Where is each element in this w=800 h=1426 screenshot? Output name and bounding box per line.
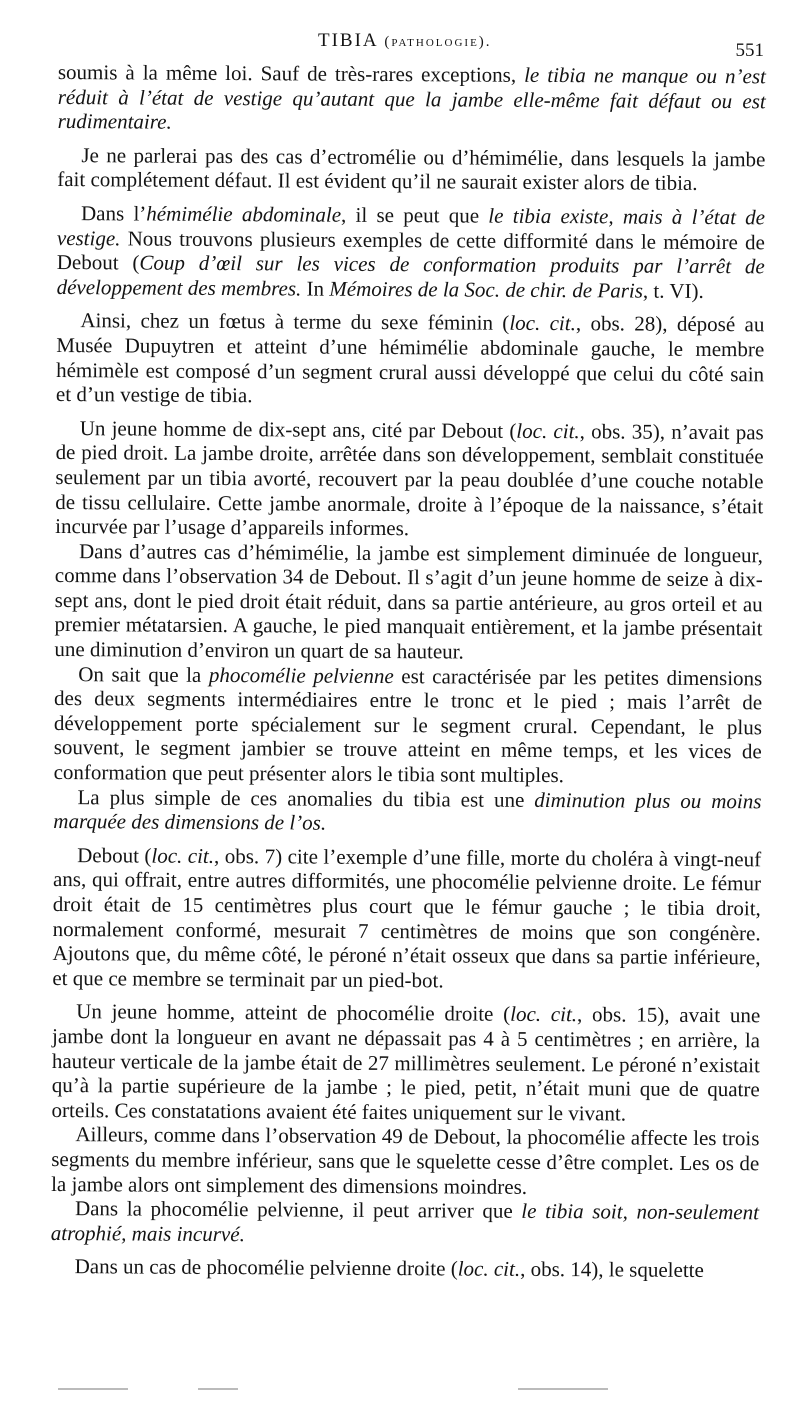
paragraph [53, 785, 761, 839]
text-run: , obs. 28), déposé au Musée Dupuytren et atteint d’une hémimélie abdominale gauche, le membre hémimèle est composé d’un segment crural aussi développé que celui du côté sain et d’un vestige de tibia. [55, 311, 765, 408]
text-run: Ailleurs, comme dans l’observation 49 de Debout, la phocomélie affecte les trois segments du membre inférieur, sans que le squelette cesse d’être complet. Les os de la jambe alors ont simplement des dimensions moindres. [51, 1122, 760, 1199]
paragraph [58, 60, 766, 138]
text-column [51, 60, 766, 1283]
italic-text: le tibia existe, mais à l’état de vestige. [56, 203, 766, 250]
running-head [0, 26, 800, 61]
paragraph [54, 539, 763, 666]
text-run: , t. VI). [642, 278, 704, 303]
italic-text: phocomélie pelvienne [208, 662, 394, 688]
text-run: est caractérisée par les petites dimensions des deux segments intermédiaires entre le tronc et le pied ; mais l’arrêt de développement porte spécialement sur le segment crural. Cependant, le plus souvent, le segment jambier se trouve atteint en même temps, et les vices de conformation que peut présenter alors le tibia sont multiples. [53, 663, 763, 788]
italic-text: loc. cit. [457, 1256, 521, 1282]
text-run: Dans l’ [80, 201, 147, 226]
text-run: Un jeune homme, atteint de phocomélie droite ( [76, 999, 511, 1027]
paragraph [52, 843, 761, 995]
text-run: , obs. 35), n’avait pas de pied droit. La jambe droite, arrêtée dans son développement, semblait constituée seulement par un tibia avorté, recouvert par la peau doublée d’une couche notable de tissu cellulaire. Cette jambe anormale, droite à l’époque de la naissance, s’était incurvée par l’usage d’appareils informes. [55, 418, 764, 541]
footer-mark [198, 1388, 238, 1390]
text-run: Dans un cas de phocomélie pelvienne droite ( [74, 1254, 458, 1281]
running-title [318, 30, 492, 52]
paragraph [51, 1196, 759, 1250]
italic-text: Coup d’œil sur les vices de conformation produits par l’arrêt de développement des membres. [56, 250, 765, 301]
text-run: soumis à la même loi. Sauf de très-rares exceptions, [57, 60, 525, 87]
page-number: 551 [735, 40, 764, 61]
text-run: Ainsi, chez un fœtus à terme du sexe féminin ( [80, 308, 510, 336]
paragraph [51, 1254, 759, 1283]
italic-text: loc. cit. [151, 843, 215, 868]
footer-scan-marks [58, 1384, 758, 1396]
text-run: Debout ( [77, 842, 152, 868]
italic-text: diminution plus ou moins marquée des dimensions de l’os. [53, 787, 762, 835]
italic-text: hémimélie abdominale [146, 201, 342, 227]
text-run: La plus simple de ces anomalies du tibia est une [77, 784, 535, 812]
text-run: Je ne parlerai pas des cas d’ectromélie ou d’hémimélie, dans lesquels la jambe fait complétement défaut. Il est évident qu’il ne saurait exister alors de tibia. [57, 142, 766, 196]
italic-text: loc. cit. [516, 418, 580, 443]
paragraph [57, 201, 766, 304]
paragraph [55, 416, 764, 543]
paragraph [56, 308, 765, 411]
italic-text: loc. cit. [509, 311, 576, 336]
italic-text: le tibia ne manque ou n’est réduit à l’état de vestige qu’autant que la jambe elle-même fait défaut ou est rudimentaire. [57, 62, 766, 134]
paragraph [57, 143, 765, 197]
italic-text: Mémoires de la Soc. de chir. de Paris [329, 276, 643, 303]
text-run: Nous trouvons plusieurs exemples de cette difformité dans le mémoire de Debout ( [56, 225, 765, 275]
italic-text: le tibia soit, non-seulement atrophié, mais incurvé. [50, 1198, 760, 1246]
paragraph [52, 999, 761, 1126]
paragraph [54, 662, 763, 789]
text-run: In [301, 276, 330, 301]
text-run: On sait que la [78, 661, 209, 687]
text-run: Dans d’autres cas d’hémimélie, la jambe est simplement diminuée de longueur, comme dans l’observation 34 de Debout. Il s’agit d’un jeune homme de seize à dix-sept ans, dont le pied droit était réduit, dans sa partie antérieure, au gros orteil et au premier métatarsien. A gauche, le pied manquait entièrement, et la jambe présentait une diminution d’environ un quart de sa hauteur. [54, 538, 764, 664]
text-run: Dans la phocomélie pelvienne, il peut arriver que [74, 1196, 522, 1223]
italic-text: loc. cit. [510, 1002, 578, 1027]
running-title-sub: (pathologie). [384, 34, 492, 50]
running-title-main: TIBIA [318, 30, 378, 51]
paragraph [51, 1122, 759, 1200]
footer-mark [518, 1388, 608, 1390]
text-run: , il se peut que [340, 202, 489, 228]
footer-mark [58, 1388, 128, 1390]
text-run: , obs. 14), le squelette [520, 1257, 704, 1283]
text-run: , obs. 7) cite l’exemple d’une fille, morte du choléra à vingt-neuf ans, qui offrait, entre autres difformités, une phocomélie pelvienne droite. Le fémur droit était de 15 centimètres plus court que le fémur gauche ; le tibia droit, normalement conformé, mesurait 7 centimètres de moins que son congénère. Ajoutons que, du même côté, le péroné n’était osseux que dans sa partie inférieure, et que ce membre se terminait par un pied-bot. [52, 843, 762, 993]
text-run: , obs. 15), avait une jambe dont la longueur en avant ne dépassait pas 4 à 5 centimètres ; en arrière, la hauteur verticale de la jambe était de 27 millimètres seulement. Le péroné n’existait qu’à la partie supérieure de la jambe ; le pied, petit, n’était muni que de quatre orteils. Ces constatations avaient été faites uniquement sur le vivant. [51, 1002, 761, 1126]
text-run: Un jeune homme de dix-sept ans, cité par Debout ( [79, 415, 517, 443]
